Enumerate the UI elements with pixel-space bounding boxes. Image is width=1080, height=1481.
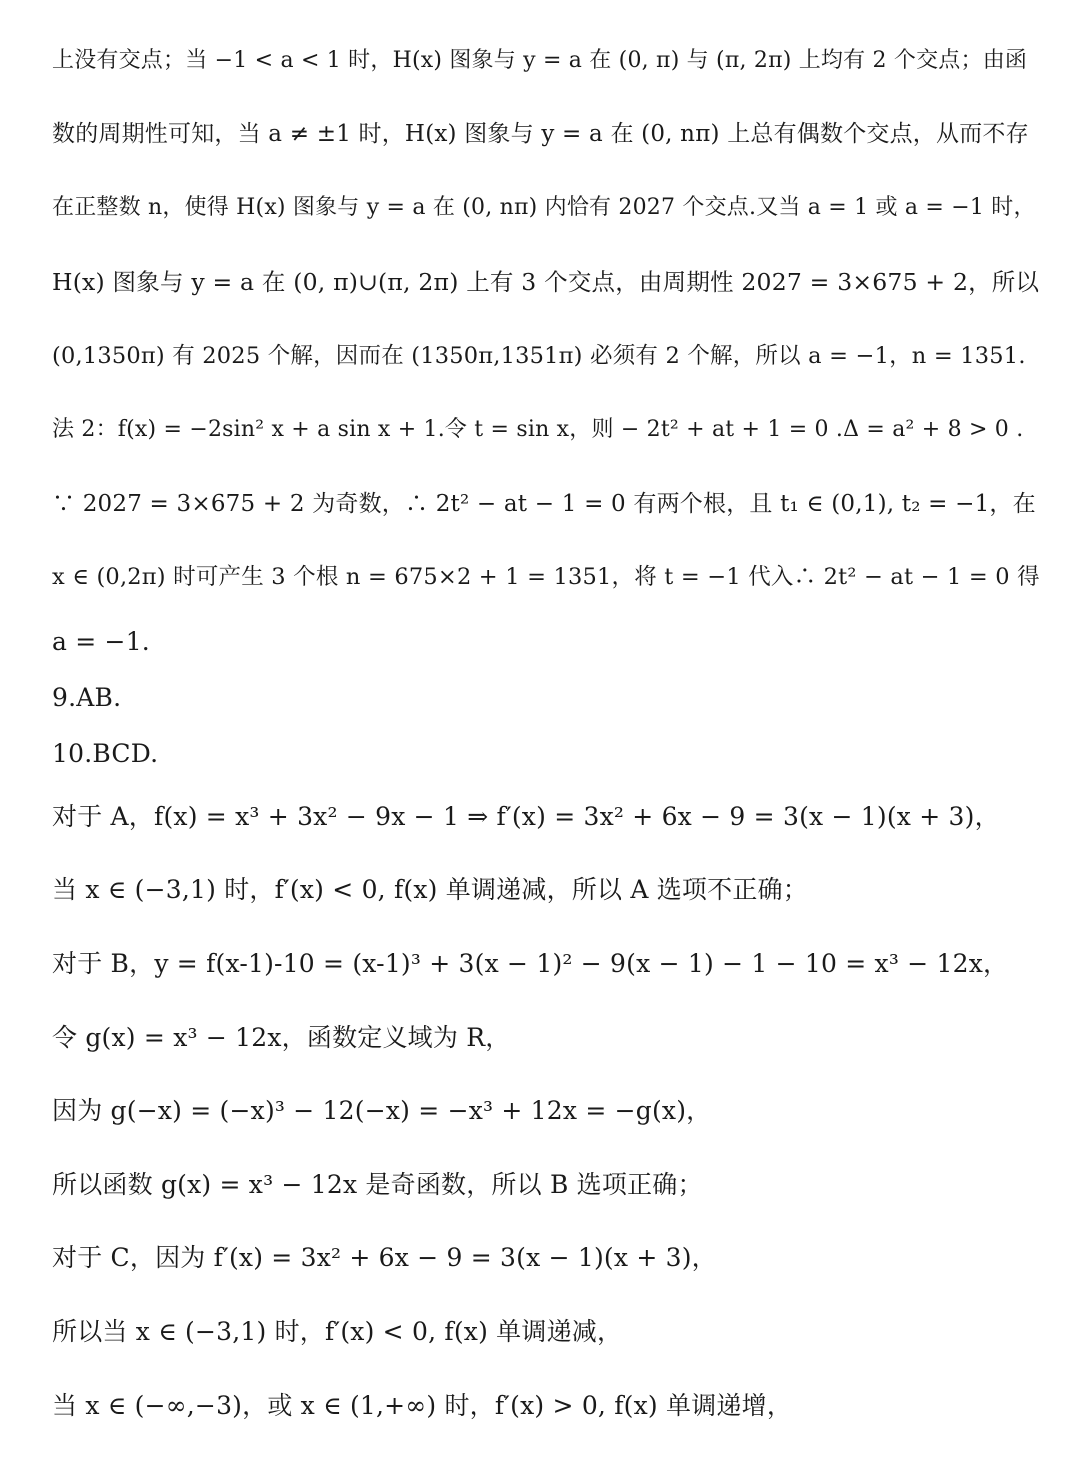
text-line: 令 g(x) = x³ − 12x，函数定义域为 R， — [52, 1023, 511, 1052]
text-line: 对于 A，f(x) = x³ + 3x² − 9x − 1 ⇒ f′(x) = 3x² + 6x − 9 = 3(x − 1)(x + 3)， — [52, 802, 1000, 831]
text-line: 上没有交点；当 −1 < a < 1 时，H(x) 图象与 y = a 在 (0, π) 与 (π, 2π) 上均有 2 个交点；由函 — [52, 48, 1028, 73]
text-line: ∵ 2027 = 3×675 + 2 为奇数，∴ 2t² − at − 1 = 0 有两个根，且 t₁ ∈ (0,1), t₂ = −1，在 — [52, 491, 1036, 517]
text-line: 在正整数 n，使得 H(x) 图象与 y = a 在 (0, nπ) 内恰有 2027 个交点.又当 a = 1 或 a = −1 时， — [52, 195, 1036, 220]
text-line: 因为 g(−x) = (−x)³ − 12(−x) = −x³ + 12x = −g(x)， — [52, 1096, 712, 1125]
text-line: 当 x ∈ (−3,1) 时，f′(x) < 0, f(x) 单调递减，所以 A 选项不正确； — [52, 875, 808, 904]
text-line: 对于 C，因为 f′(x) = 3x² + 6x − 9 = 3(x − 1)(x + 3)， — [52, 1243, 717, 1272]
text-line: H(x) 图象与 y = a 在 (0, π)∪(π, 2π) 上有 3 个交点，由周期性 2027 = 3×675 + 2，所以 — [52, 268, 1040, 296]
answer-9: 9.AB. — [52, 683, 122, 712]
text-line: 当 x ∈ (−∞,−3)，或 x ∈ (1,+∞) 时，f′(x) > 0, f(x) 单调递增， — [52, 1391, 793, 1420]
text-line: 数的周期性可知，当 a ≠ ±1 时，H(x) 图象与 y = a 在 (0, nπ) 上总有偶数个交点，从而不存 — [52, 121, 1029, 147]
text-line: 所以函数 g(x) = x³ − 12x 是奇函数，所以 B 选项正确； — [52, 1170, 703, 1199]
text-line: 对于 B，y = f(x-1)-10 = (x-1)³ + 3(x − 1)² − 9(x − 1) − 1 − 10 = x³ − 12x， — [52, 949, 1009, 978]
text-line: a = −1. — [52, 627, 150, 656]
text-line: (0,1350π) 有 2025 个解，因而在 (1350π,1351π) 必须有 2 个解，所以 a = −1，n = 1351. — [52, 343, 1026, 369]
text-line: 法 2：f(x) = −2sin² x + a sin x + 1.令 t = sin x，则 − 2t² + at + 1 = 0 .Δ = a² + 8 > 0 . — [52, 417, 1024, 442]
text-line: x ∈ (0,2π) 时可产生 3 个根 n = 675×2 + 1 = 1351，将 t = −1 代入∴ 2t² − at − 1 = 0 得 — [52, 564, 1040, 590]
text-line: 所以当 x ∈ (−3,1) 时，f′(x) < 0, f(x) 单调递减， — [52, 1317, 623, 1346]
answer-10: 10.BCD. — [52, 739, 159, 768]
